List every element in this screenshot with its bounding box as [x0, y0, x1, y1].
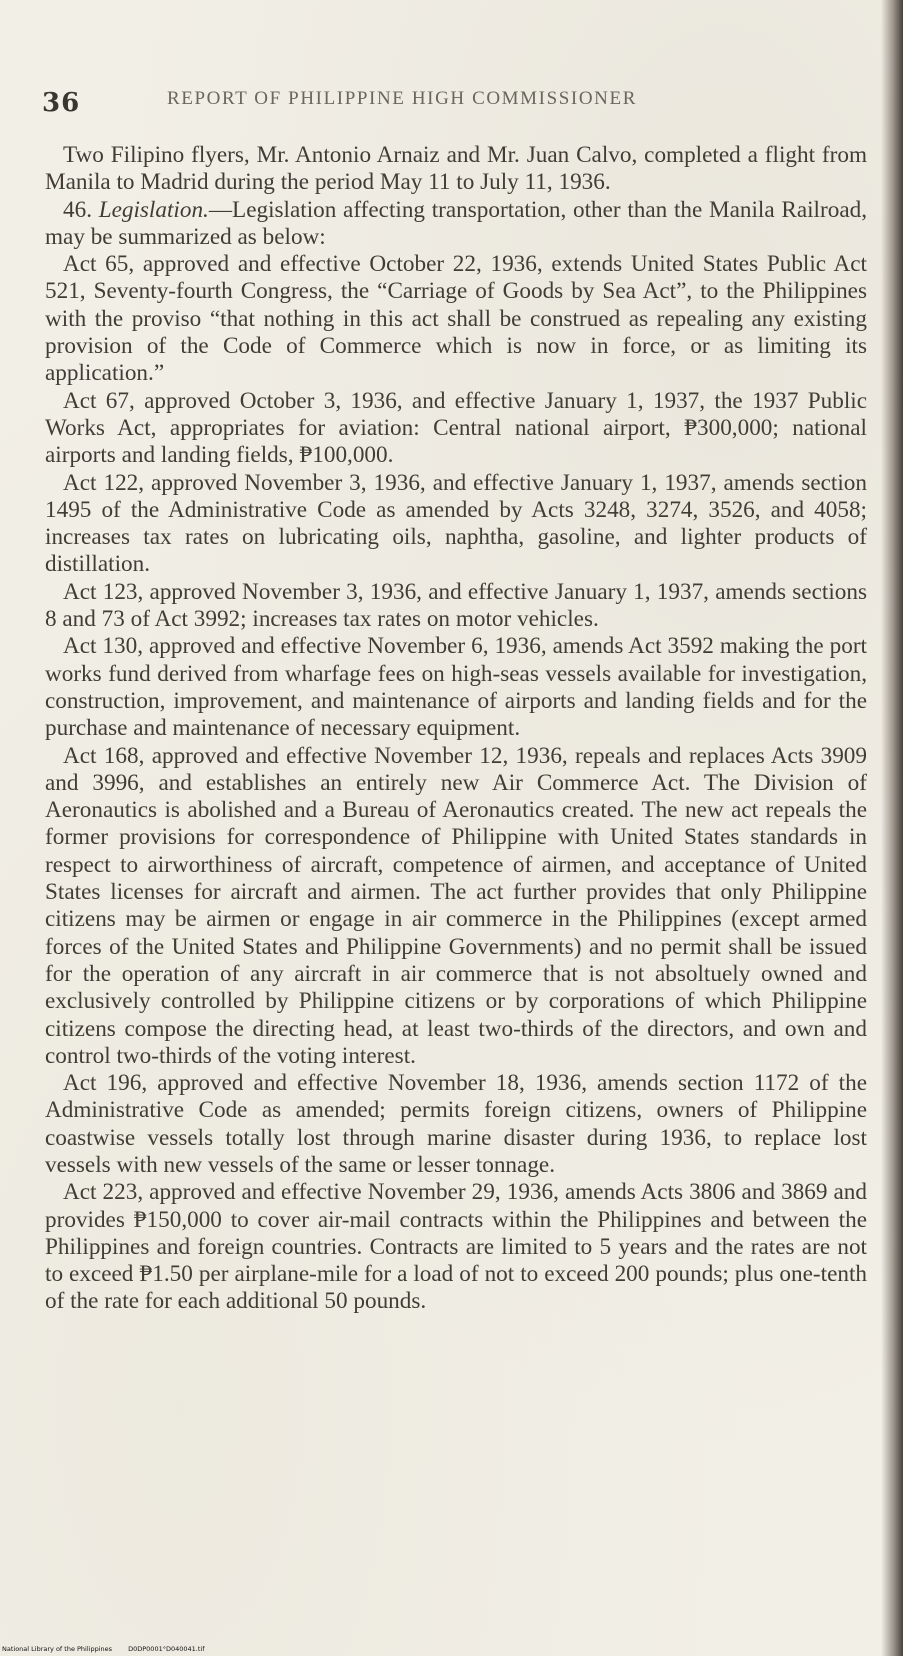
paragraph-legislation — [45, 197, 867, 252]
paragraph-act-196: Act 196, approved and effective November 18, 1936, amends section 1172 of the Administrative Code as amended; permits foreign citizens, owners of Philippine coastwise vessels totally lost through marine disaster during 1936, to replace lost vessels with new vessels of the same or lesser tonnage. — [45, 1070, 867, 1178]
paragraph-act-130: Act 130, approved and effective November 6, 1936, amends Act 3592 making the port works fund derived from wharfage fees on high-seas vessels available for investigation, construction, improvement, and maintenance of airports and landing fields and for the purchase and maintenance of necessary equipment. — [45, 633, 867, 742]
paragraph-filipino-flyers: Two Filipino flyers, Mr. Antonio Arnaiz and Mr. Juan Calvo, completed a flight from Manila to Madrid during the period May 11 to July 11, 1936. — [45, 142, 867, 196]
section-heading: Legislation. — [98, 196, 209, 223]
paragraph-act-168: Act 168, approved and effective November 12, 1936, repeals and replaces Acts 3909 and 3996, and establishes an entirely new Air Commerce Act. The Division of Aeronautics is abolished and a Bureau of Aeronautics created. The new act repeals the former provisions for correspondence of Philippine with United States standards in respect to airworthiness of aircraft, competence of airmen, and acceptance of United States licenses for aircraft and airmen. The act further provides that only Philippine citizens may be airmen or engage in air commerce in the Philippines (except armed forces of the United States and Philippine Governments) and no permit shall be issued for the operation of any aircraft in air commerce that is not absoltuely owned and exclusively controlled by Philippine citizens or by corporations of which Philippine citizens compose the directing head, at least two-thirds of the directors, and own and control two-thirds of the voting interest. — [45, 742, 867, 1069]
scan-footer — [2, 1645, 219, 1653]
page-header — [42, 82, 862, 132]
paragraph-act-65: Act 65, approved and effective October 22, 1936, extends United States Public Act 521, Seventy-fourth Congress, the “Carriage of Goods by Sea Act”, to the Philippines with the proviso “that nothing in this act shall be construed as repealing any existing provision of the Code of Commerce which is now in force, or as limiting its application.” — [45, 251, 867, 387]
section-number: 46. — [63, 196, 92, 223]
library-credit: National Library of the Philippines — [2, 1645, 113, 1653]
scan-identifier: D0DP0001°D040041.tif — [128, 1645, 205, 1653]
section-intro-text: —Legislation affecting transportation, other than the Manila Railroad, may be summarized as below: — [45, 196, 868, 250]
running-head: REPORT OF PHILIPPINE HIGH COMMISSIONER — [167, 88, 637, 109]
body-text — [45, 142, 867, 1316]
paragraph-act-122: Act 122, approved November 3, 1936, and effective January 1, 1937, amends section 1495 of the Administrative Code as amended by Acts 3248, 3274, 3526, and 4058; increases tax rates on lubricating oils, naphtha, gasoline, and lighter products of distillation. — [45, 469, 867, 578]
page-number: 36 — [42, 88, 81, 118]
paragraph-act-67: Act 67, approved October 3, 1936, and effective January 1, 1937, the 1937 Public Works Act, appropriates for aviation: Central national airport, ₱300,000; national airports and landing fields, ₱100,000. — [45, 387, 867, 469]
paragraph-act-223: Act 223, approved and effective November 29, 1936, amends Acts 3806 and 3869 and provides ₱150,000 to cover air-mail contracts within the Philippines and between the Philippines and foreign countries. Contracts are limited to 5 years and the rates are not to exceed ₱1.50 per airplane-mile for a load of not to exceed 200 pounds; plus one-tenth of the rate for each additional 50 pounds. — [45, 1179, 867, 1315]
binding-shadow — [881, 0, 903, 1656]
paragraph-act-123: Act 123, approved November 3, 1936, and effective January 1, 1937, amends sections 8 and 73 of Act 3992; increases tax rates on motor vehicles. — [45, 578, 867, 633]
